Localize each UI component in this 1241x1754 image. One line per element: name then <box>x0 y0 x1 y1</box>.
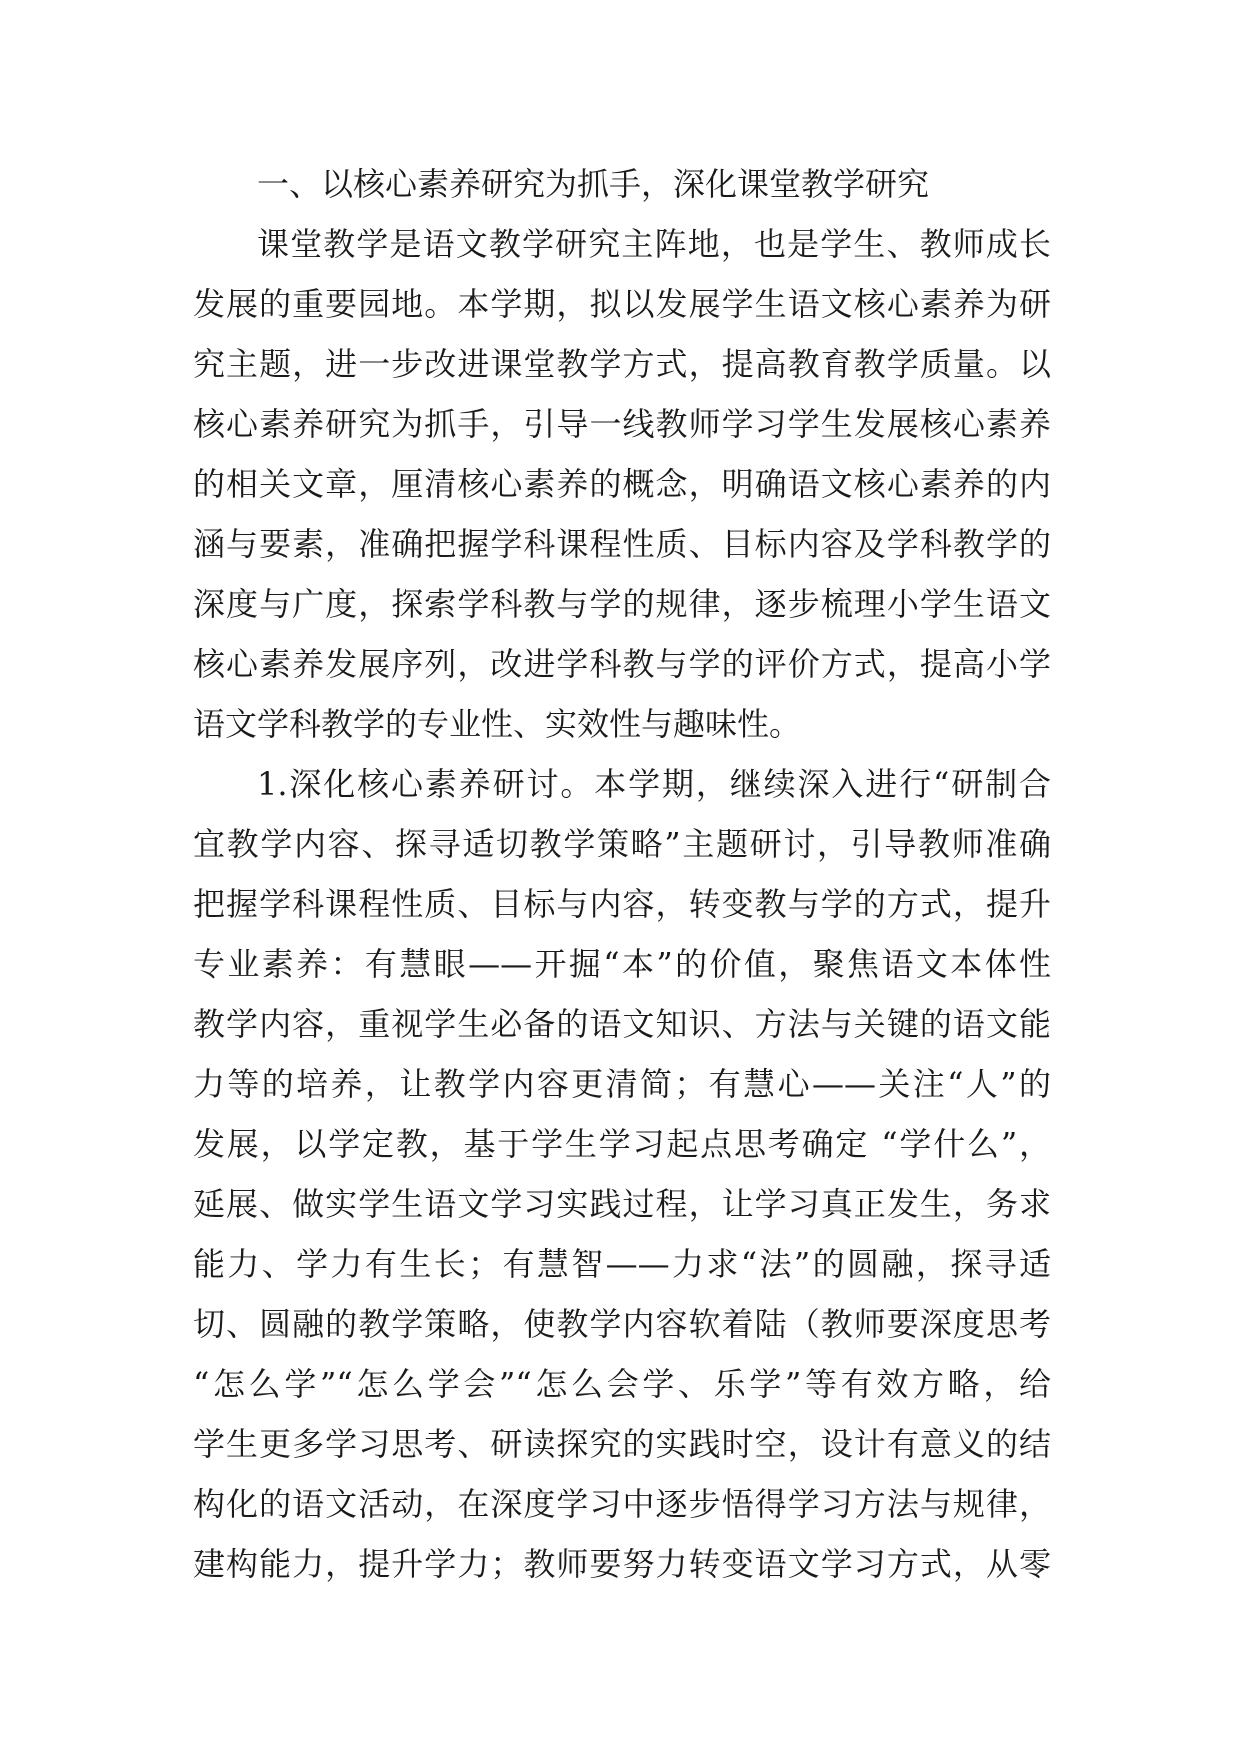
paragraph-line: 究主题，进一步改进课堂教学方式，提高教育教学质量。以 <box>193 345 1051 383</box>
paragraph-line: 构化的语文活动，在深度学习中逐步悟得学习方法与规律， <box>193 1485 1051 1523</box>
paragraph-line: 1.深化核心素养研讨。本学期，继续深入进行“研制合 <box>257 765 1051 803</box>
paragraph-line: 切、圆融的教学策略，使教学内容软着陆（教师要深度思考 <box>193 1305 1051 1343</box>
paragraph-line: 能力、学力有生长；有慧智——力求“法”的圆融，探寻适 <box>193 1245 1051 1283</box>
paragraph-line: 宜教学内容、探寻适切教学策略”主题研讨，引导教师准确 <box>193 825 1051 863</box>
paragraph-line: 语文学科教学的专业性、实效性与趣味性。 <box>193 705 802 743</box>
document-body <box>193 154 1051 1594</box>
paragraph-line: 深度与广度，探索学科教与学的规律，逐步梳理小学生语文 <box>193 585 1051 623</box>
paragraph-line: 教学内容，重视学生必备的语文知识、方法与关键的语文能 <box>193 1005 1051 1043</box>
paragraph-line: 涵与要素，准确把握学科课程性质、目标内容及学科教学的 <box>193 525 1051 563</box>
paragraph-line: 发展，以学定教，基于学生学习起点思考确定 “学什么”， <box>193 1125 1051 1163</box>
paragraph-line: 发展的重要园地。本学期，拟以发展学生语文核心素养为研 <box>193 285 1051 323</box>
paragraph-line: 核心素养发展序列，改进学科教与学的评价方式，提高小学 <box>193 645 1051 683</box>
paragraph-1 <box>193 214 1051 754</box>
paragraph-line: 学生更多学习思考、研读探究的实践时空，设计有意义的结 <box>193 1425 1051 1463</box>
paragraph-line: 的相关文章，厘清核心素养的概念，明确语文核心素养的内 <box>193 465 1051 503</box>
paragraph-line: 力等的培养，让教学内容更清简；有慧心——关注“人”的 <box>193 1065 1051 1103</box>
section-heading: 一、以核心素养研究为抓手，深化课堂教学研究 <box>257 165 930 203</box>
paragraph-line: 延展、做实学生语文学习实践过程，让学习真正发生，务求 <box>193 1185 1051 1223</box>
paragraph-line: 专业素养：有慧眼——开掘“本”的价值，聚焦语文本体性 <box>193 945 1051 983</box>
paragraph-line: 建构能力，提升学力；教师要努力转变语文学习方式，从零 <box>193 1545 1051 1583</box>
paragraph-line: 核心素养研究为抓手，引导一线教师学习学生发展核心素养 <box>193 405 1051 443</box>
paragraph-line: 课堂教学是语文教学研究主阵地，也是学生、教师成长 <box>257 225 1051 263</box>
paragraph-2 <box>193 754 1051 1594</box>
paragraph-line: “怎么学”“怎么学会”“怎么会学、乐学”等有效方略，给 <box>193 1365 1051 1403</box>
paragraph-line: 把握学科课程性质、目标与内容，转变教与学的方式，提升 <box>193 885 1051 923</box>
